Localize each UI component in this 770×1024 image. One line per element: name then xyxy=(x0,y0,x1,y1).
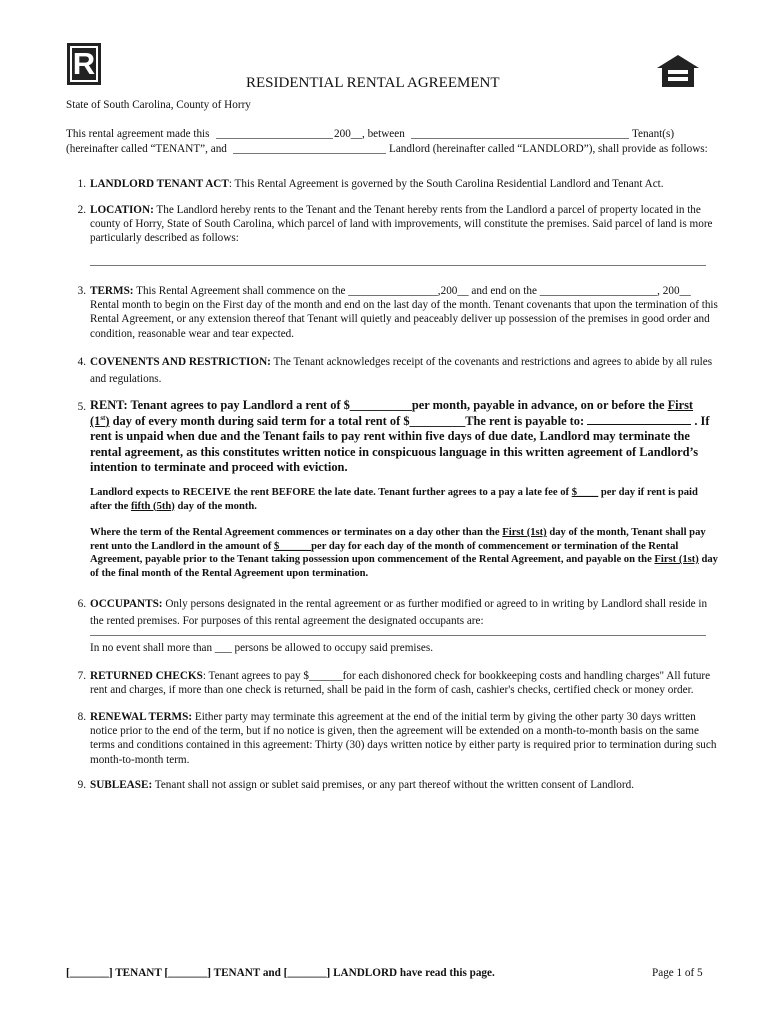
intro-line-1: This rental agreement made this 200__, between Tenant(s) xyxy=(66,128,675,140)
realtor-logo-letter: R xyxy=(72,46,96,81)
page-title: RESIDENTIAL RENTAL AGREEMENT xyxy=(246,75,500,91)
section-5-late-fee: Landlord expects to RECEIVE the rent BEFORE the late date. Tenant further agrees to a pay a late fee of $____ per day if rent is paid after the fifth (5th) day of the month. xyxy=(90,487,698,512)
equal-housing-logo xyxy=(655,53,701,89)
section-5-prorated: Where the term of the Rental Agreement commences or terminates on a day other than the First (1st) day of the month, Tenant shall pay rent unto the Landlord in the amount of $______per day for each day of the month of commencement or termination of the Rental Agreement, payable prior to the Tenant taking possession upon commencement of the Rental Agreement, and payable on the First (1st) day of the final month of the Rental Agreement upon termination. xyxy=(90,527,718,579)
equal-housing-icon xyxy=(655,53,701,89)
occupants-limit: In no event shall more than ___ persons be allowed to occupy said premises. xyxy=(90,642,433,654)
location-description-line xyxy=(90,265,706,266)
page-number: Page 1 of 5 xyxy=(652,967,703,979)
realtor-logo xyxy=(66,42,102,86)
intro-line-2: (hereinafter called “TENANT”, and Landlord (hereinafter called “LANDLORD”), shall provide as follows: xyxy=(66,143,708,155)
footer-initials: [_______] TENANT [_______] TENANT and [_______] LANDLORD have read this page. xyxy=(66,967,495,979)
payable-to-blank xyxy=(587,413,691,425)
occupants-line xyxy=(90,635,706,636)
state-county-line: State of South Carolina, County of Horry xyxy=(66,99,251,111)
